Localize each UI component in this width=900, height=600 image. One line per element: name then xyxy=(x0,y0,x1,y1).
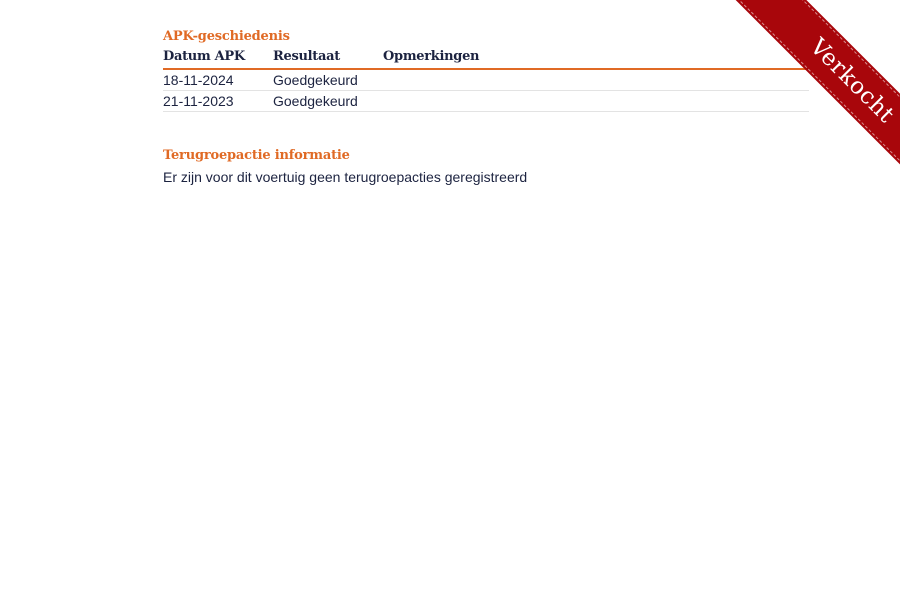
recall-title: Terugroepactie informatie xyxy=(163,148,350,163)
apk-result: Goedgekeurd xyxy=(273,69,383,91)
apk-date: 21-11-2023 xyxy=(163,91,273,112)
apk-history-title: APK-geschiedenis xyxy=(163,29,290,44)
sold-ribbon: Verkocht xyxy=(737,0,900,196)
sold-ribbon-wrapper xyxy=(700,0,900,200)
column-header-result: Resultaat xyxy=(273,48,383,69)
apk-result: Goedgekeurd xyxy=(273,91,383,112)
column-header-remarks: Opmerkingen xyxy=(383,48,809,69)
recall-text: Er zijn voor dit voertuig geen terugroepacties geregistreerd xyxy=(163,169,528,185)
apk-date: 18-11-2024 xyxy=(163,69,273,91)
column-header-date: Datum APK xyxy=(163,48,273,69)
